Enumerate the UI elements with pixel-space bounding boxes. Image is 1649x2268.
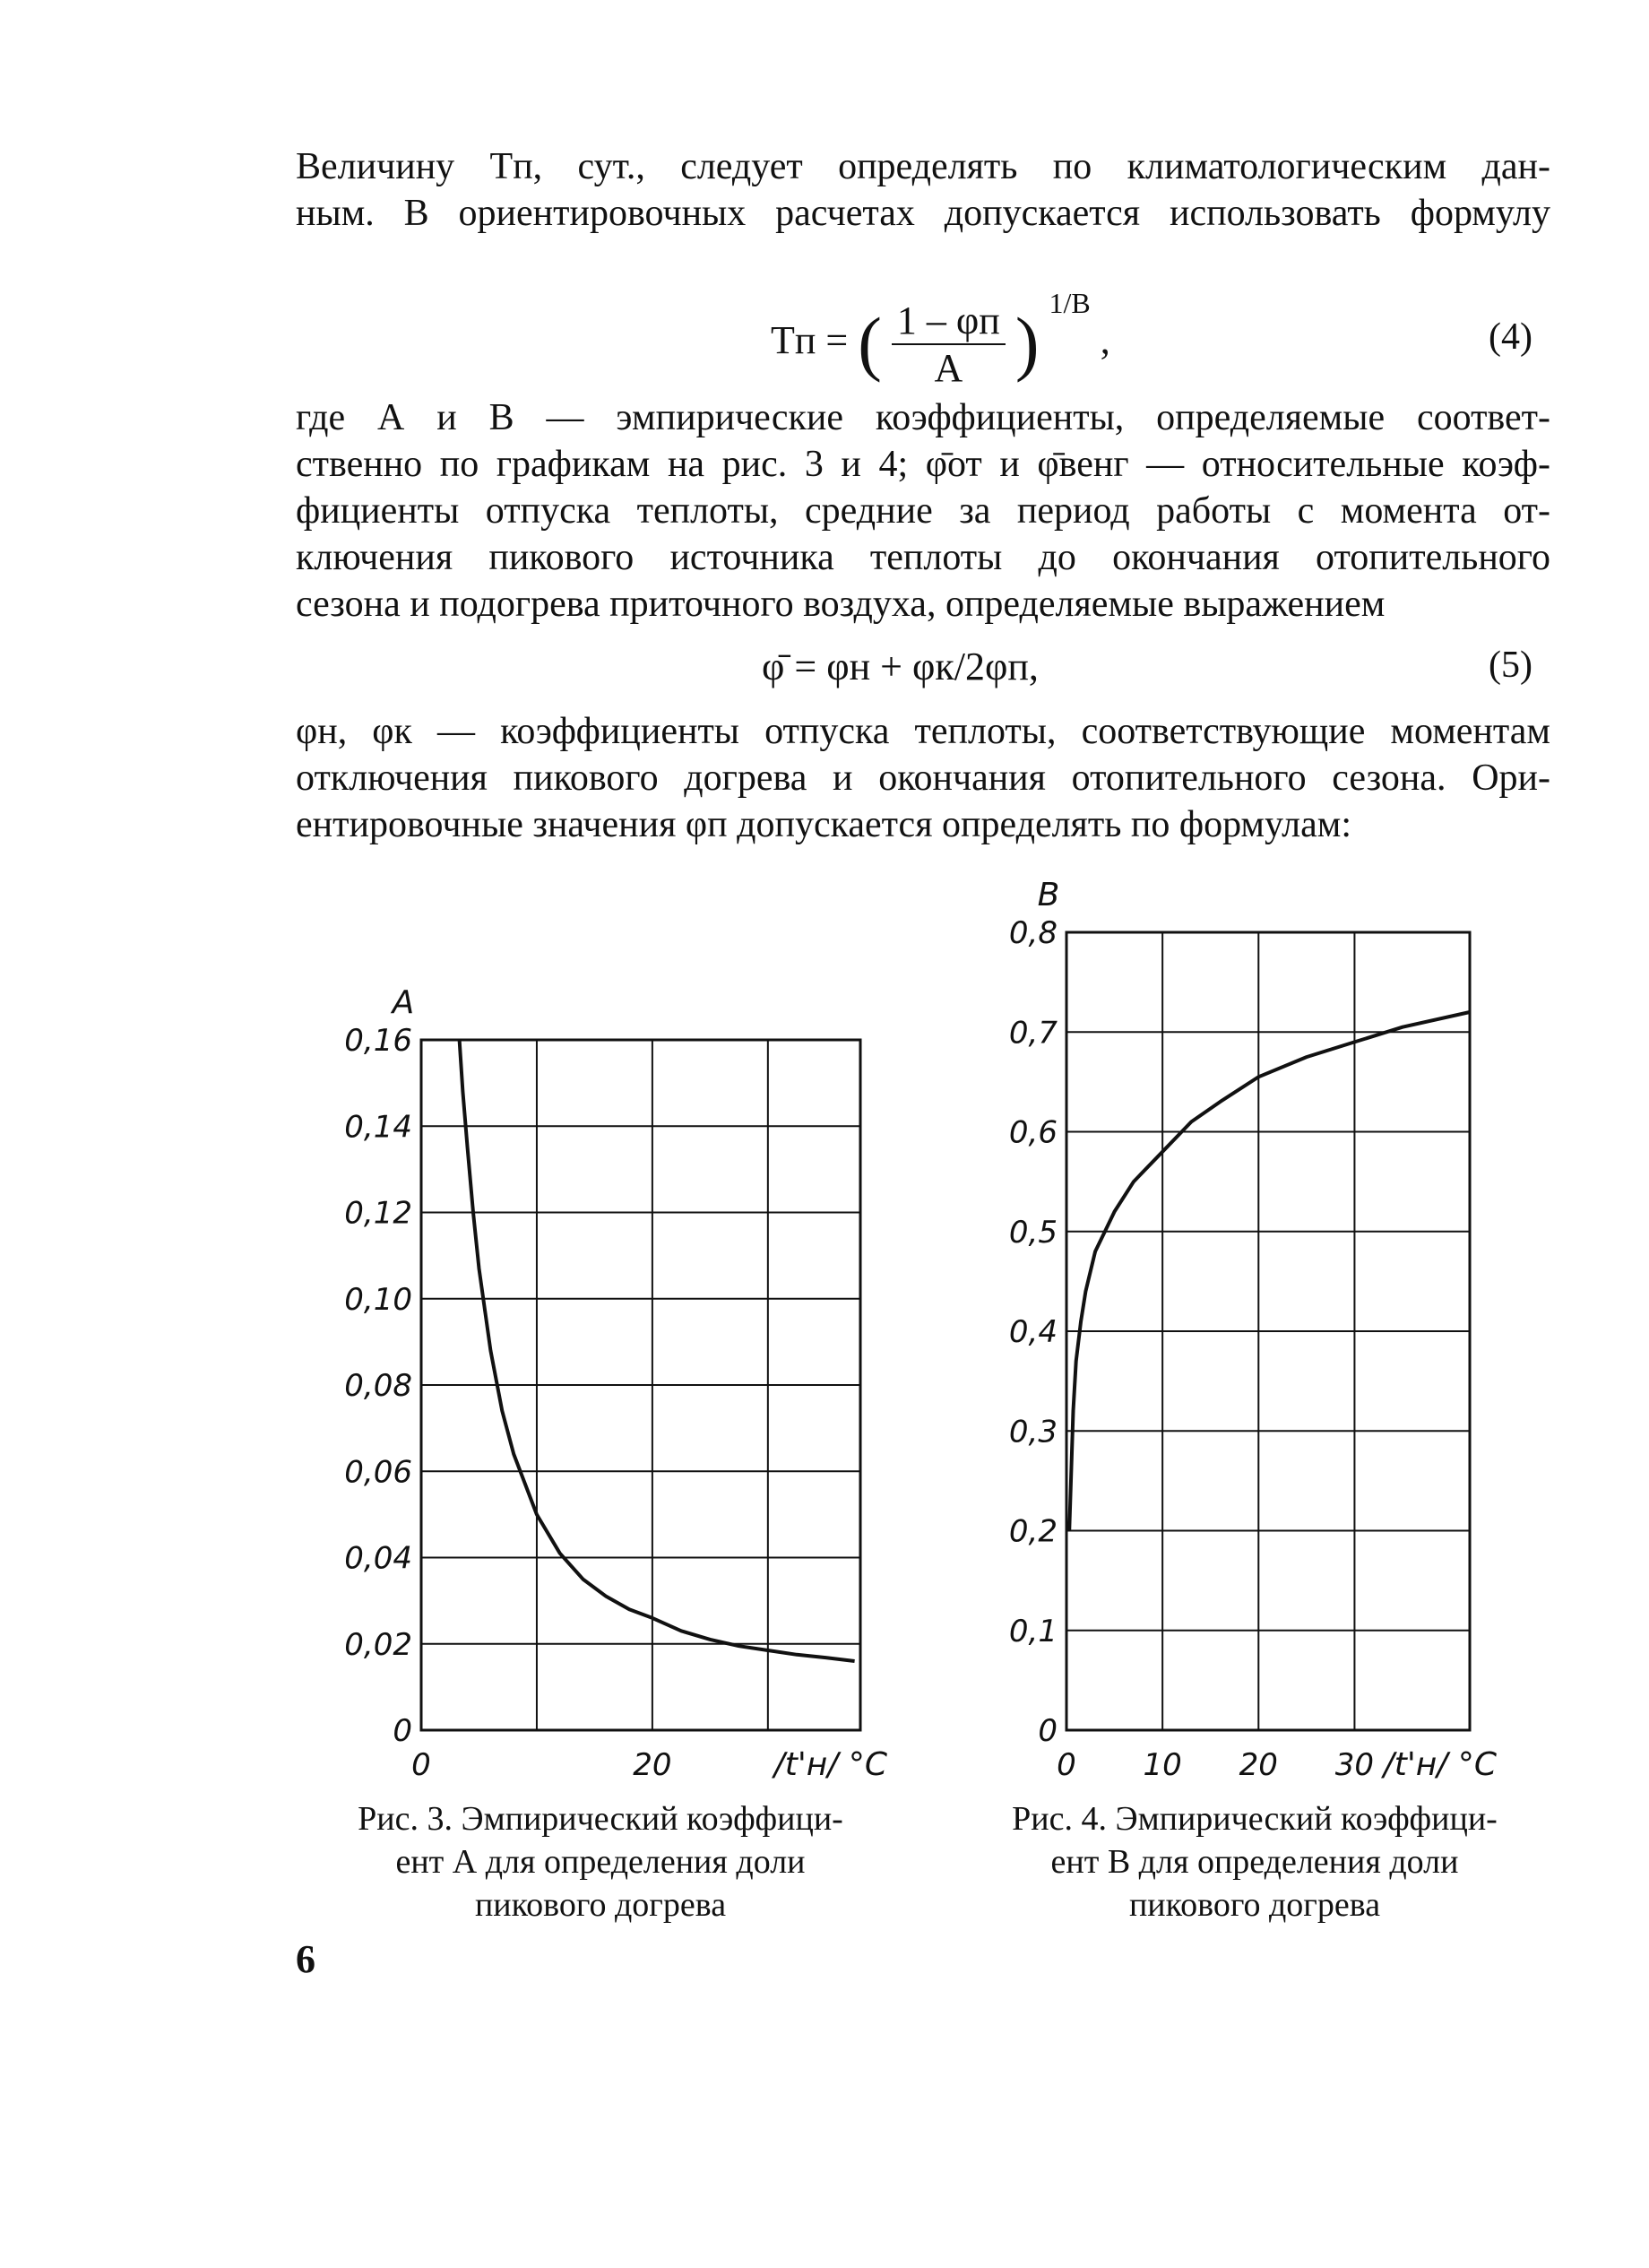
x-tick-label: 30 <box>1334 1747 1375 1783</box>
formula-4-exponent: 1/В <box>1049 287 1091 319</box>
y-tick-label: 0,14 <box>344 1109 412 1146</box>
x-tick-label: 20 <box>633 1747 672 1783</box>
caption-line: пикового догрева <box>474 1886 727 1924</box>
figure-4-caption <box>950 1797 1559 1926</box>
formula-4-fraction <box>892 298 1006 391</box>
y-tick-label: 0,1 <box>1008 1613 1058 1649</box>
y-axis-title: В <box>1037 877 1060 913</box>
formula-4-tail: , <box>1100 318 1110 362</box>
x-axis-title: /t'н/ °C <box>1383 1746 1497 1783</box>
caption-line: ент В для определения доли <box>1050 1843 1459 1881</box>
caption-line: пикового догрева <box>1128 1886 1381 1924</box>
chart-coefficient-b <box>968 861 1541 1793</box>
text-line: ным. В ориентировочных расчетах допускается использовать формулу <box>296 193 1550 234</box>
caption-line: Рис. 4. Эмпирический коэффици- <box>1012 1800 1498 1838</box>
formula-4-denominator: А <box>934 345 963 390</box>
y-tick-label: 0,10 <box>344 1281 412 1318</box>
y-tick-label: 0,2 <box>1008 1513 1058 1550</box>
paragraph-intro <box>296 143 1550 237</box>
y-tick-label: 0,16 <box>344 1023 412 1059</box>
x-tick-label: 10 <box>1143 1747 1182 1783</box>
equation-number-4: (4) <box>1489 316 1532 358</box>
text-line: φн, φк — коэффициенты отпуска теплоты, соответствующие моментам <box>296 711 1550 752</box>
y-tick-label: 0,02 <box>344 1626 412 1663</box>
text-line: отключения пикового догрева и окончания отопительного сезона. Ори- <box>296 757 1550 799</box>
series-line <box>1069 1012 1470 1531</box>
y-tick-label: 0,7 <box>1008 1015 1058 1052</box>
y-tick-label: 0,8 <box>1008 915 1058 951</box>
text-line: где А и В — эмпирические коэффициенты, определяемые соответ- <box>296 397 1550 438</box>
x-tick-label: 0 <box>411 1747 431 1783</box>
y-tick-label: 0,06 <box>344 1454 412 1491</box>
text-line: фициенты отпуска теплоты, средние за период работы с момента от- <box>296 490 1550 532</box>
chart-coefficient-a <box>323 968 896 1793</box>
page-number: 6 <box>296 1937 315 1981</box>
formula-4-numerator: 1 – φп <box>892 298 1006 345</box>
formula-5: φ̄ = φн + φк/2φп, <box>762 645 1039 688</box>
paragraph-definitions <box>296 394 1550 628</box>
x-tick-label: 20 <box>1239 1747 1278 1783</box>
x-tick-label: 0 <box>1057 1747 1076 1783</box>
text-line: сезона и подогрева приточного воздуха, определяемые выражением <box>296 584 1386 625</box>
y-tick-label: 0,04 <box>344 1540 412 1577</box>
formula-4-lhs: Tп = <box>771 318 849 362</box>
text-line: ентировочные значения φп допускается определять по формулам: <box>296 804 1352 845</box>
y-tick-label: 0,12 <box>344 1195 412 1232</box>
y-tick-label: 0,4 <box>1008 1314 1058 1350</box>
caption-line: ент А для определения доли <box>395 1843 806 1881</box>
x-axis-title: /t'н/ °C <box>773 1746 887 1783</box>
text-line: ключения пикового источника теплоты до окончания отопительного <box>296 537 1550 578</box>
y-tick-label: 0 <box>1038 1713 1058 1749</box>
y-tick-label: 0,3 <box>1008 1414 1058 1450</box>
y-tick-label: 0 <box>393 1713 412 1749</box>
y-tick-label: 0,5 <box>1008 1214 1058 1251</box>
equation-number-5: (5) <box>1489 645 1532 686</box>
y-tick-label: 0,6 <box>1008 1114 1058 1151</box>
figure-3-caption <box>296 1797 905 1926</box>
paragraph-coefficients <box>296 708 1550 848</box>
formula-4: Tп = ( $\frac{1 - \varphi п}{А}$ ) $^{1/В}$ , <box>771 287 1110 390</box>
y-tick-label: 0,08 <box>344 1368 412 1404</box>
caption-line: Рис. 3. Эмпирический коэффици- <box>358 1800 843 1838</box>
y-axis-title: А <box>392 984 415 1021</box>
text-line: Величину Tп, сут., следует определять по климатологическим дан- <box>296 146 1550 187</box>
text-line: ственно по графикам на рис. 3 и 4; φ̄от и φ̄венг — относительные коэф- <box>296 444 1550 485</box>
series-line <box>460 1040 855 1661</box>
